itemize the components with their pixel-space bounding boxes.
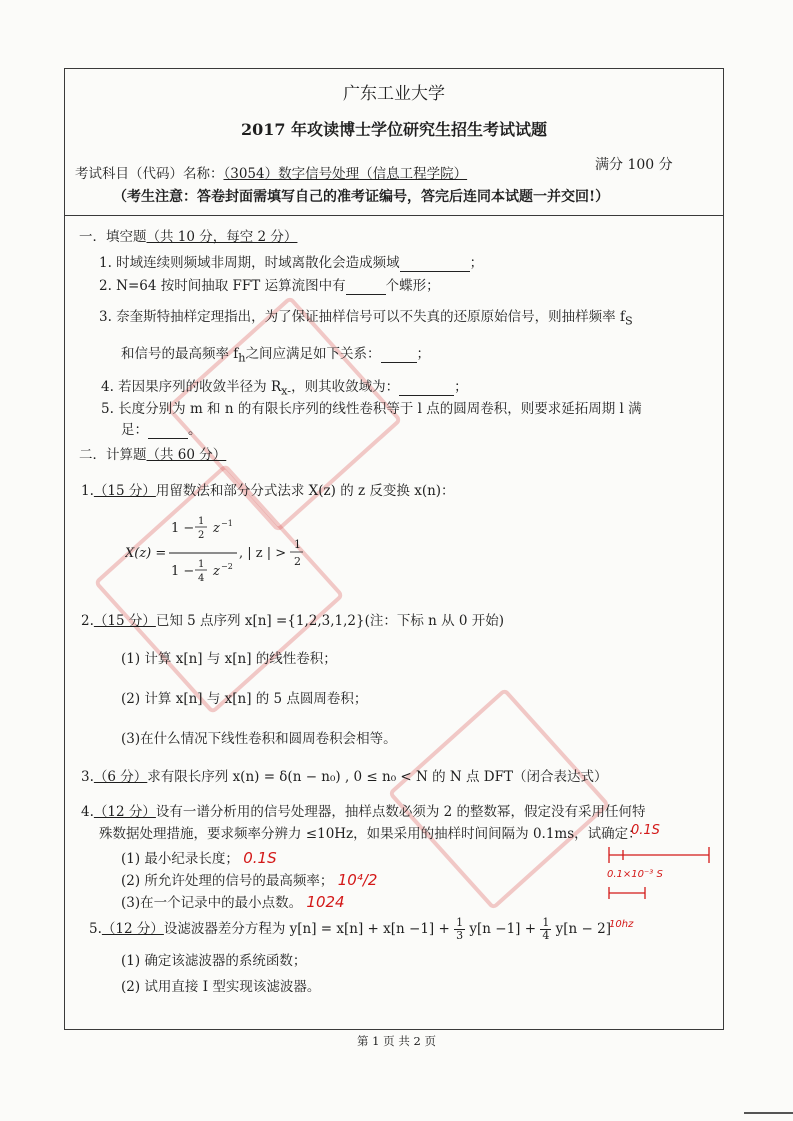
fraction: $\frac{1}{4}$ <box>542 916 550 942</box>
separator-line <box>65 215 723 216</box>
answer-blank <box>148 422 188 439</box>
handwritten-note: 0.1S <box>631 823 660 838</box>
answer-blank <box>399 379 454 396</box>
problem-2-sub1: (1) 计算 x[n] 与 x[n] 的线性卷积； <box>121 651 337 667</box>
handwritten-answer: 0.1S <box>243 849 277 867</box>
problem-4-sub2: (2) 所允许处理的信号的最高频率； 10⁴/2 <box>121 871 378 889</box>
answer-blank <box>400 255 470 272</box>
svg-text:z: z <box>213 521 220 536</box>
problem-4-line1: 4.（12 分）设有一谱分析用的信号处理器，抽样点数必须为 2 的整数幂，假定没有采用任何特 <box>81 804 646 820</box>
handwritten-answer: 1024 <box>306 893 345 911</box>
problem-3: 3.（6 分）求有限长序列 x(n) = δ(n − n₀) , 0 ≤ n₀ < N 的 N 点 DFT（闭合表达式） <box>81 769 608 785</box>
fill-q1: 1. 时域连续则频域非周期，时域离散化会造成频域 ； <box>99 255 484 271</box>
svg-text:2: 2 <box>198 530 205 541</box>
svg-text:4: 4 <box>198 573 205 584</box>
section1-heading: 一．填空题（共 10 分，每空 2 分） <box>79 229 298 245</box>
problem-5: 5.（12 分）设滤波器差分方程为 y[n] = x[n] + x[n −1] + $\frac{1}{3}$ y[n −1] + $\frac{1}{4}$ y[n − 2] <box>89 916 611 942</box>
fill-q5-line1: 5. 长度分别为 m 和 n 的有限长序列的线性卷积等于 l 点的圆周卷积，则要求延拓周期 l 满 <box>101 401 642 417</box>
svg-text:−1: −1 <box>221 519 233 528</box>
exam-title: 2017 年攻读博士学位研究生招生考试试题 <box>240 120 548 139</box>
problem-2-sub3: (3)在什么情况下线性卷积和圆周卷积会相等。 <box>121 731 397 747</box>
total-score: 满分 100 分 <box>595 157 673 173</box>
university-name: 广东工业大学 <box>343 84 445 104</box>
svg-text:1: 1 <box>198 516 205 527</box>
subject-line <box>75 162 467 182</box>
svg-text:2: 2 <box>294 555 301 568</box>
problem-4-line2: 殊数据处理措施，要求频率分辨力 ≤10Hz，如果采用的抽样时间间隔为 0.1ms，试确定： <box>99 826 642 842</box>
page-footer: 第 1 页 共 2 页 <box>357 1034 436 1048</box>
fill-q2: 2. N=64 按时间抽取 FFT 运算流图中有 个蝶形； <box>99 278 440 294</box>
section2-heading: 二．计算题（共 60 分） <box>79 447 227 463</box>
edge-mark <box>744 1112 793 1114</box>
svg-text:, | z | >: , | z | > <box>239 546 287 561</box>
answer-blank <box>381 346 417 363</box>
section1-score: （共 10 分，每空 2 分） <box>146 229 298 245</box>
svg-text:1 −: 1 − <box>171 521 195 536</box>
problem-4-sub3: (3)在一个记录中的最小点数。 1024 <box>121 893 345 911</box>
fill-q3-line2: 和信号的最高频率 $f_h$之间应满足如下关系： ； <box>121 346 431 365</box>
problem-1: 1.（15 分）用留数法和部分分式法求 X(z) 的 z 反变换 x(n)： <box>81 483 455 499</box>
problem-2: 2.（15 分）已知 5 点序列 x[n] ={1,2,3,1,2}(注：下标 n 从 0 开始) <box>81 613 505 629</box>
svg-text:−2: −2 <box>221 562 233 571</box>
problem-5-sub2: (2) 试用直接 I 型实现该滤波器。 <box>121 979 321 995</box>
handwritten-note: 10hz <box>609 919 634 930</box>
handwritten-answer: 10⁴/2 <box>337 871 378 889</box>
problem-5-sub1: (1) 确定该滤波器的系统函数； <box>121 953 307 969</box>
problem-4-sub1: (1) 最小纪录长度； 0.1S <box>121 849 277 867</box>
fill-q5-line2: 足： 。 <box>121 422 202 438</box>
subject-value: （3054）数字信号处理（信息工程学院） <box>223 166 468 182</box>
svg-text:z: z <box>213 564 220 579</box>
subject-prefix: 考试科目（代码）名称： <box>75 166 224 182</box>
exam-notice: （考生注意：答卷封面需填写自己的准考证编号，答完后连同本试题一并交回!） <box>113 189 610 205</box>
svg-text:1: 1 <box>198 559 205 570</box>
svg-text:X(z) =: X(z) = <box>125 546 167 561</box>
handwritten-note: 0.1×10⁻³ S <box>607 869 663 880</box>
fill-q3-line1: 3. 奈奎斯特抽样定理指出，为了保证抽样信号可以不失真的还原原始信号，则抽样频率 $f_S$ <box>99 309 633 328</box>
answer-blank <box>346 278 386 295</box>
formula-xz <box>125 515 385 587</box>
exam-sheet <box>64 68 724 1030</box>
problem-2-sub2: (2) 计算 x[n] 与 x[n] 的 5 点圆周卷积； <box>121 691 368 707</box>
fill-q4: 4. 若因果序列的收敛半径为 $R_{x-}$，则其收敛域为： ； <box>101 379 468 398</box>
svg-text:1 −: 1 − <box>171 564 195 579</box>
svg-text:1: 1 <box>294 538 301 551</box>
section2-score: （共 60 分） <box>146 447 227 463</box>
fraction: $\frac{1}{3}$ <box>456 916 464 942</box>
